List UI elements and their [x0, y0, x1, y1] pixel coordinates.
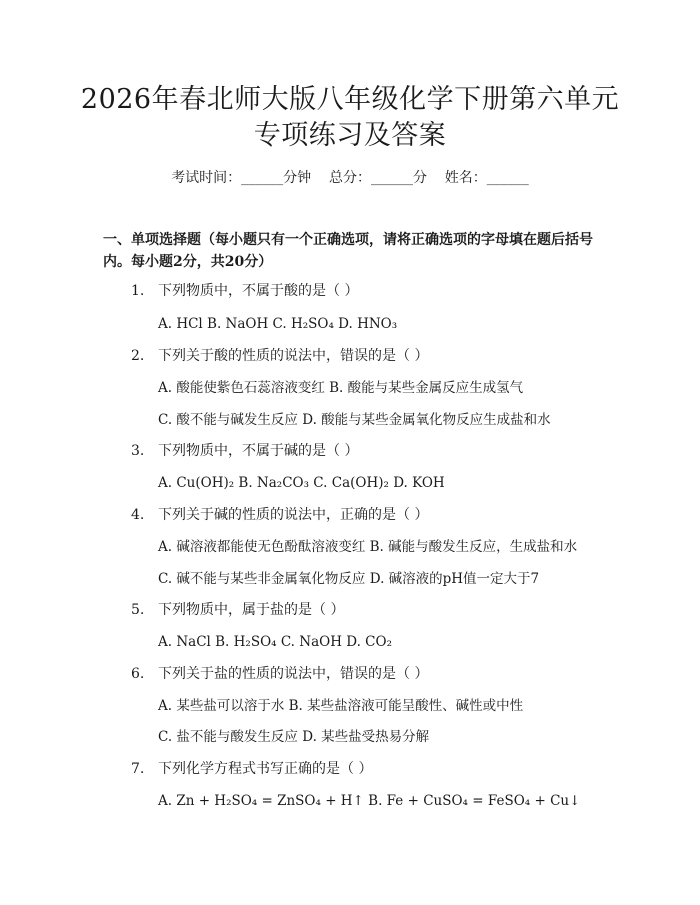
- question-6-options-row-2: C. 盐不能与酸发生反应 D. 某些盐受热易分解: [158, 729, 430, 745]
- question-stem: 下列关于酸的性质的说法中，错误的是（ ）: [158, 348, 429, 364]
- question-4-options-row-2: C. 碱不能与某些非金属氧化物反应 D. 碱溶液的pH值一定大于7: [158, 571, 540, 587]
- question-number: 1.: [131, 283, 145, 299]
- question-4: [131, 505, 428, 525]
- question-stem: 下列物质中，不属于酸的是（ ）: [158, 283, 359, 299]
- title-line-2: 专项练习及答案: [253, 120, 447, 151]
- question-stem: 下列化学方程式书写正确的是（ ）: [158, 761, 373, 777]
- title-line-1: 2026年春北师大版八年级化学下册第六单元: [80, 84, 620, 115]
- question-3: [131, 441, 358, 461]
- question-2: [131, 346, 428, 366]
- question-number: 6.: [131, 666, 145, 682]
- question-6: [131, 664, 428, 684]
- question-7: [131, 759, 372, 779]
- question-number: 4.: [131, 507, 145, 523]
- question-2-options-row-1: A. 酸能使紫色石蕊溶液变红 B. 酸能与某些金属反应生成氢气: [158, 380, 524, 396]
- question-stem: 下列关于盐的性质的说法中，错误的是（ ）: [158, 666, 429, 682]
- exam-meta-line: 考试时间：______分钟 总分：______分 姓名：______: [171, 170, 529, 186]
- question-stem: 下列关于碱的性质的说法中，正确的是（ ）: [158, 507, 429, 523]
- question-1: [131, 281, 358, 301]
- question-number: 3.: [131, 443, 145, 459]
- question-number: 7.: [131, 761, 145, 777]
- question-4-options-row-1: A. 碱溶液都能使无色酚酞溶液变红 B. 碱能与酸发生反应，生成盐和水: [158, 539, 578, 555]
- question-5-options: A. NaCl B. H₂SO₄ C. NaOH D. CO₂: [158, 634, 392, 650]
- question-stem: 下列物质中，不属于碱的是（ ）: [158, 443, 359, 459]
- question-3-options: A. Cu(OH)₂ B. Na₂CO₃ C. Ca(OH)₂ D. KOH: [158, 475, 445, 491]
- section-heading: 一、单项选择题（每小题只有一个正确选项，请将正确选项的字母填在题后括号内。每小题2分，共20分）: [103, 232, 593, 270]
- question-stem: 下列物质中，属于盐的是（ ）: [158, 602, 345, 618]
- question-1-options: A. HCl B. NaOH C. H₂SO₄ D. HNO₃: [158, 316, 398, 332]
- question-7-options: A. Zn + H₂SO₄ = ZnSO₄ + H↑ B. Fe + CuSO₄ = FeSO₄ + Cu↓: [158, 793, 581, 809]
- question-number: 2.: [131, 348, 145, 364]
- question-number: 5.: [131, 602, 145, 618]
- question-5: [131, 600, 344, 620]
- question-2-options-row-2: C. 酸不能与碱发生反应 D. 酸能与某些金属氧化物反应生成盐和水: [158, 412, 551, 428]
- question-6-options-row-1: A. 某些盐可以溶于水 B. 某些盐溶液可能呈酸性、碱性或中性: [158, 698, 524, 714]
